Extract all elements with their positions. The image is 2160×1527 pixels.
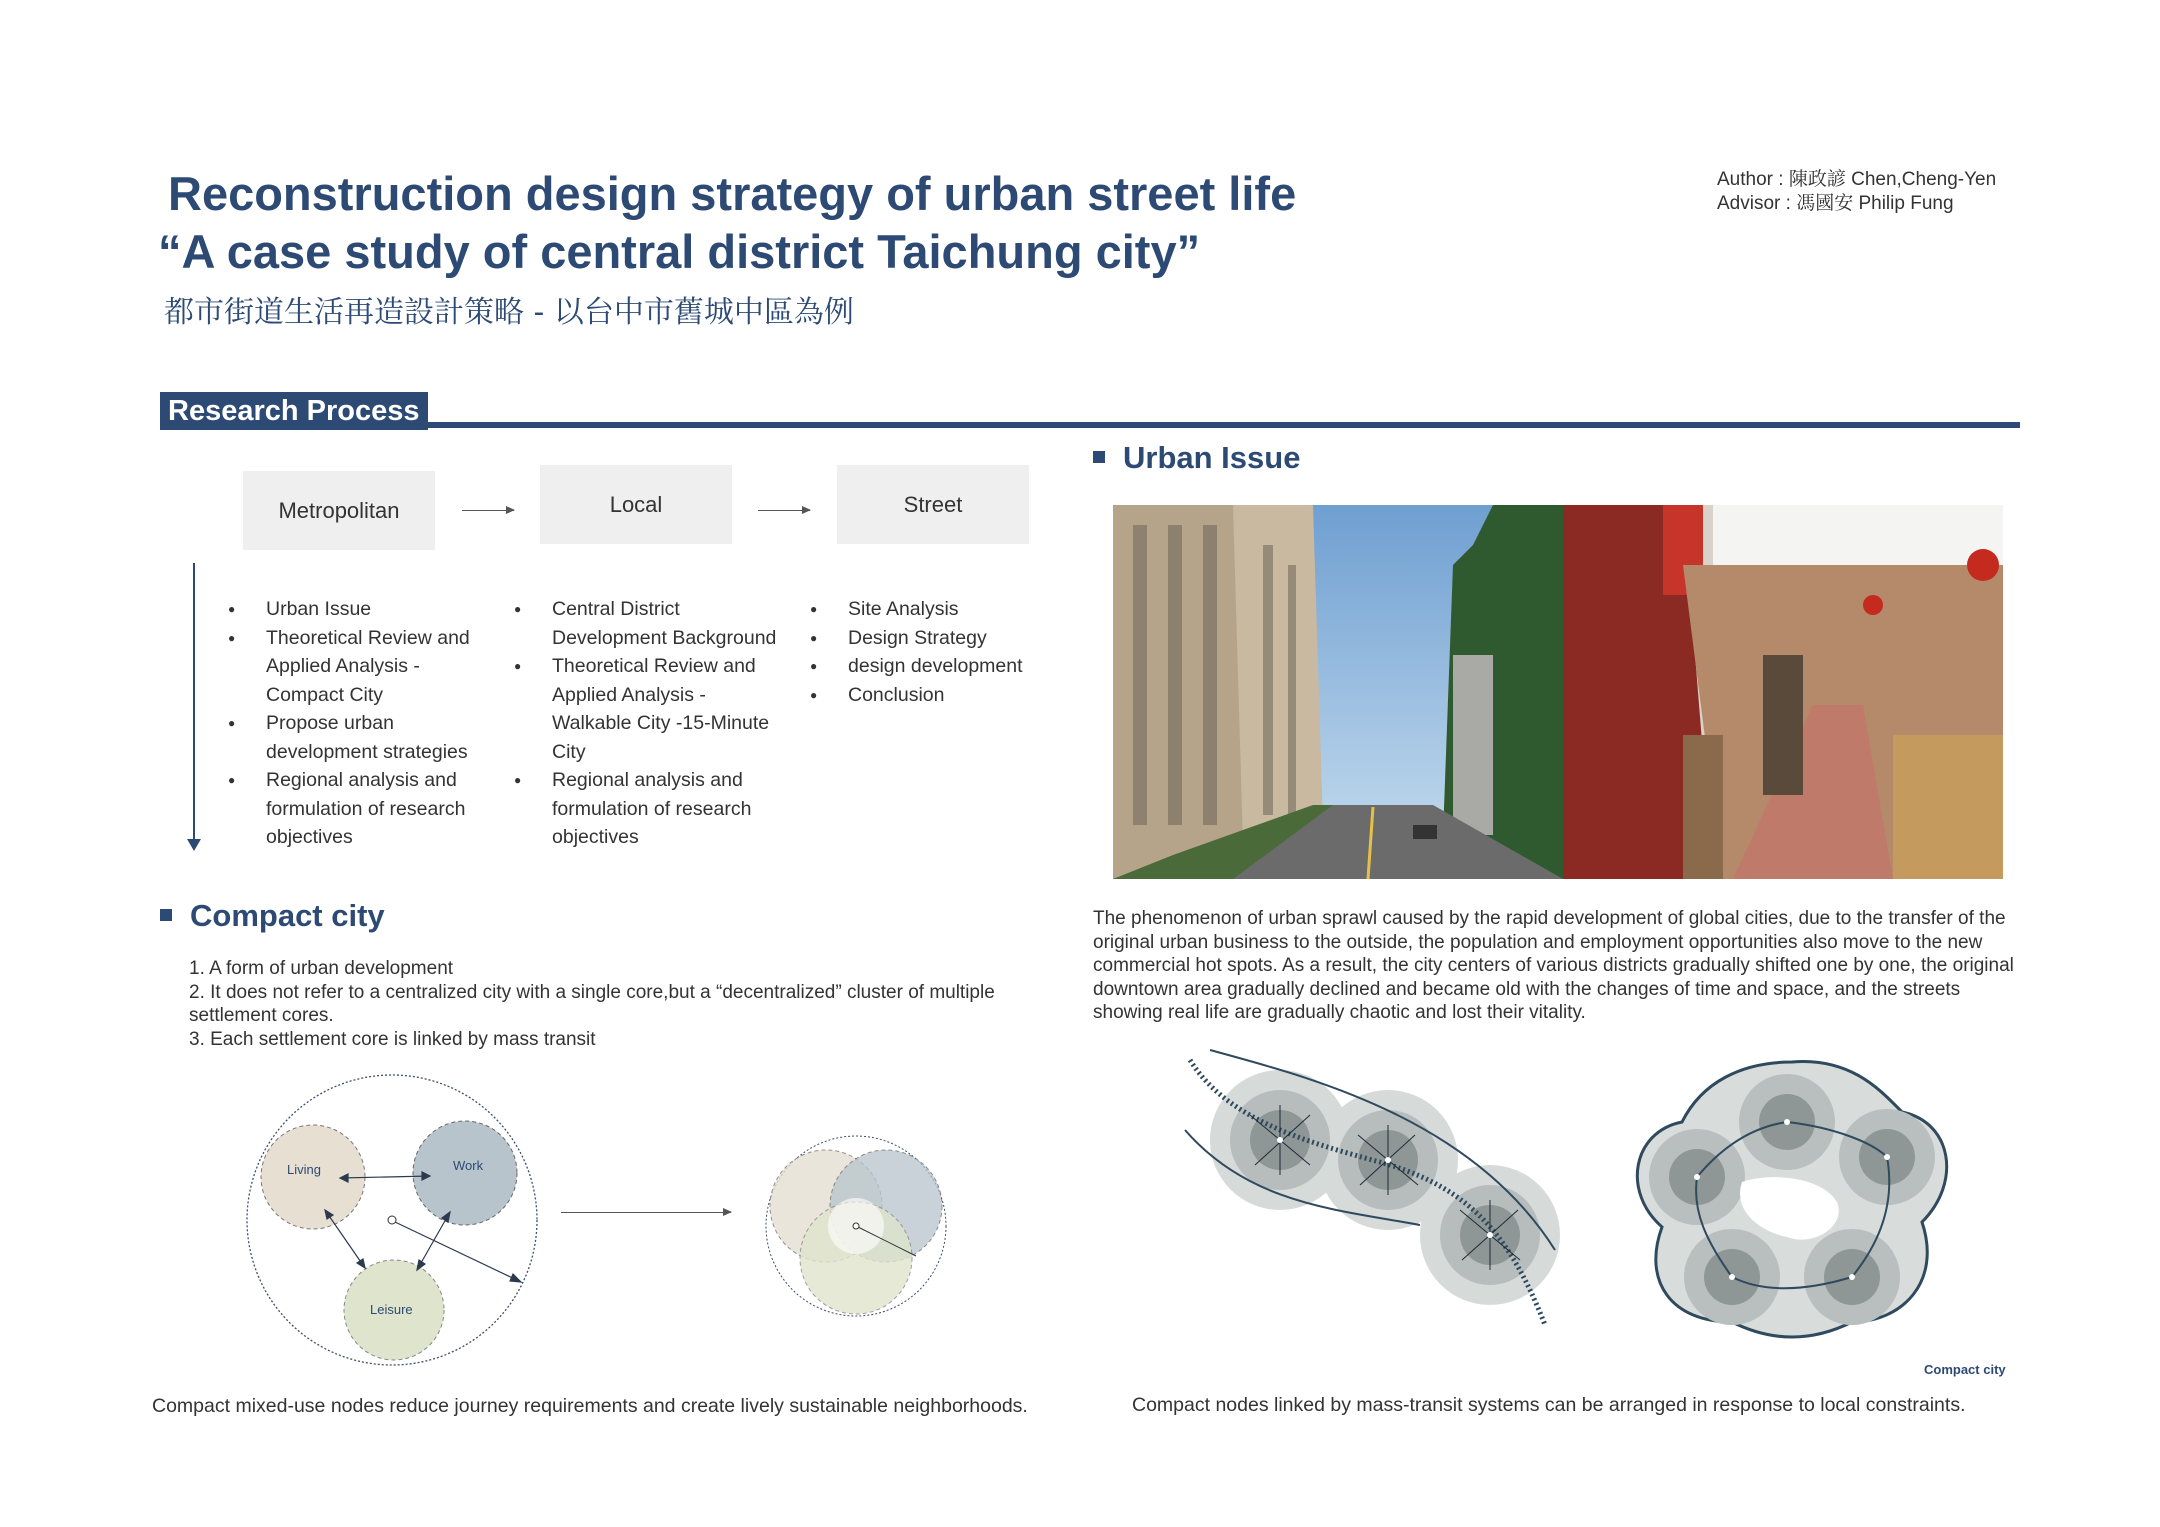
ring-node-cluster-diagram: [1622, 1052, 1962, 1342]
arrow-right-icon: [561, 1212, 731, 1213]
compact-point: 1. A form of urban development: [189, 958, 454, 979]
stage-box-local: Local: [540, 465, 732, 544]
work-circle: [413, 1121, 517, 1225]
arrow-right-icon: [462, 510, 514, 511]
section-label-research-process: Research Process: [160, 392, 428, 430]
street-photo-left: [1113, 505, 1563, 879]
arrow-right-icon: [758, 510, 810, 511]
list-item: ● Central District Development Background: [514, 595, 784, 652]
list-item: ● Regional analysis and formulation of research objectives: [228, 766, 488, 852]
linear-node-cluster-diagram: [1170, 1045, 1570, 1335]
list-item: ● Theoretical Review and Applied Analysis -Compact City: [228, 624, 488, 710]
stage-box-street: Street: [837, 465, 1029, 544]
title-line-2: “A case study of central district Taichung city”: [158, 225, 1201, 278]
list-item: ● Urban Issue: [228, 595, 488, 624]
list-item: ● design development: [810, 652, 1070, 681]
list-item: ● Design Strategy: [810, 624, 1070, 653]
urban-issue-heading: Urban Issue: [1093, 440, 1300, 476]
compact-city-points: [189, 957, 1079, 1051]
stage-list-street: [810, 595, 1070, 709]
work-label: Work: [453, 1158, 484, 1173]
author-line: Author : 陳政諺 Chen,Cheng-Yen: [1717, 169, 1997, 190]
advisor-line: Advisor : 馮國安 Philip Fung: [1717, 193, 1954, 214]
stage-list-local: [514, 595, 784, 852]
list-item: ● Site Analysis: [810, 595, 1070, 624]
section-divider: [160, 422, 2020, 428]
leisure-label: Leisure: [370, 1302, 413, 1317]
stage-list-metropolitan: [228, 595, 488, 852]
list-item: ● Regional analysis and formulation of research objectives: [514, 766, 784, 852]
urban-issue-paragraph: The phenomenon of urban sprawl caused by the rapid development of global cities, due to the transfer of the original urban business to the outside, the population and employment opportunities also move to the new commercial hot spots. As a result, the city centers of various districts gradually shifted one by one, the original downtown area gradually declined and became old with the changes of time and space, and the streets showing real life are gradually chaotic and lost their vitality.: [1093, 908, 2014, 1023]
arrow-down-icon: [184, 563, 204, 853]
market-photo-right: [1563, 505, 2003, 879]
square-bullet-icon: [160, 909, 172, 921]
list-item: ● Propose urban development strategies: [228, 709, 488, 766]
compact-point: 2. It does not refer to a centralized city with a single core,but a “decentralized” cluster of multiple settlement cores.: [189, 981, 995, 1026]
living-circle: [261, 1125, 365, 1229]
list-item: ● Conclusion: [810, 681, 1070, 710]
title-line-1: Reconstruction design strategy of urban street life: [168, 167, 1297, 220]
square-bullet-icon: [1093, 451, 1105, 463]
compact-city-diagram-left: [235, 1070, 555, 1370]
compact-point: 3. Each settlement core is linked by mass transit: [189, 1028, 596, 1050]
compact-city-heading: Compact city: [160, 898, 385, 934]
list-item: ● Theoretical Review and Applied Analysis -Walkable City -15-Minute City: [514, 652, 784, 766]
diagram-tag: Compact city: [1924, 1362, 2006, 1377]
compact-city-diagram-merged: [756, 1130, 956, 1320]
caption-right: Compact nodes linked by mass-transit systems can be arranged in response to local constraints.: [1132, 1394, 1966, 1416]
caption-left: Compact mixed-use nodes reduce journey requirements and create lively sustainable neighborhoods.: [152, 1395, 1028, 1417]
stage-box-metropolitan: Metropolitan: [243, 471, 435, 550]
living-label: Living: [287, 1162, 321, 1177]
title-chinese: 都市街道生活再造設計策略 - 以台中市舊城中區為例: [164, 295, 854, 330]
